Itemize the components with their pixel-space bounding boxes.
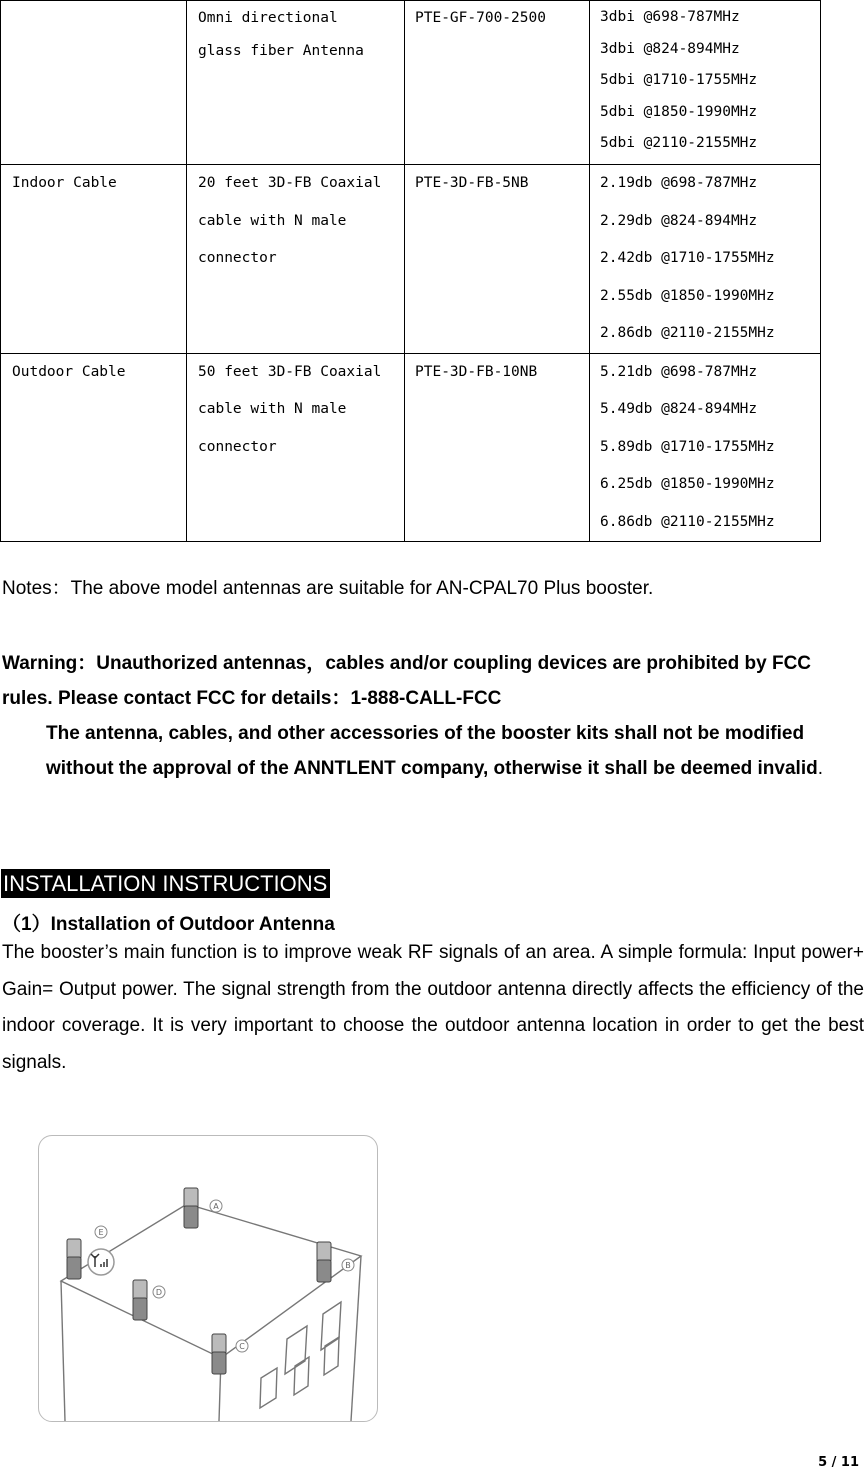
notes-text: Notes：The above model antennas are suitable for AN-CPAL70 Plus booster. [2,578,654,599]
phone-icon [133,1280,147,1320]
warning-accessories-text [2,716,862,786]
warning-accessories-sentence: The antenna, cables, and other accessories of the booster kits shall not be modified without the approval of the ANNTLENT company, otherwise it shall be deemed invalid [46,723,818,779]
spec-line: 2.29db @824-894MHz [600,212,758,229]
table-row [1,353,821,542]
spec-line: 5.89db @1710-1755MHz [600,438,775,455]
model-text: PTE-3D-FB-5NB [415,175,529,191]
spec-line: 5dbi @1710-1755MHz [600,72,758,88]
antenna-placement-figure [38,1135,378,1422]
spec-line: 5.21db @698-787MHz [600,363,758,380]
label-a-marker [210,1200,222,1212]
label-b-marker [342,1259,354,1271]
model-cell [405,165,590,354]
description-cell [187,165,405,354]
description-line: cable with N male [198,212,347,229]
model-cell [405,353,590,542]
description-line: 50 feet 3D-FB Coaxial [198,363,382,380]
spec-line: 5.49db @824-894MHz [600,401,758,417]
installation-heading: INSTALLATION INSTRUCTIONS [1,869,330,898]
description-line: connector [198,250,277,266]
label-a: A [213,1202,219,1211]
spec-line: 5dbi @2110-2155MHz [600,135,758,151]
spec-line: 2.55db @1850-1990MHz [600,287,775,304]
spec-line: 2.86db @2110-2155MHz [600,325,775,341]
type-text: Indoor Cable [12,175,117,191]
outdoor-antenna-heading: （1）Installation of Outdoor Antenna [2,914,335,935]
spec-line: 6.86db @2110-2155MHz [600,513,775,530]
model-cell [405,1,590,165]
roof-outline [61,1204,361,1358]
type-cell [1,353,187,542]
window [285,1326,307,1374]
description-line: glass fiber Antenna [198,43,364,59]
description-line: 20 feet 3D-FB Coaxial [198,175,382,191]
model-text: PTE-3D-FB-10NB [415,363,538,380]
description-line: cable with N male [198,401,347,417]
signal-antenna-icon [88,1249,114,1275]
label-c-marker [236,1340,248,1352]
page-number: 5 / 11 [818,1455,859,1470]
label-d-marker [153,1286,165,1298]
antenna-spec-table [0,0,821,542]
label-e-marker [95,1226,107,1238]
description-line: Omni directional [198,10,338,26]
spec-line: 3dbi @824-894MHz [600,40,740,57]
warning-period: . [817,758,823,779]
phone-icon [67,1239,81,1279]
type-text: Outdoor Cable [12,363,126,380]
table-row [1,1,821,165]
warning-block [2,646,862,786]
specs-cell [590,353,821,542]
specs-cell [590,1,821,165]
phone-icon [317,1242,331,1282]
table-row [1,165,821,354]
label-e: E [98,1228,104,1237]
description-line: connector [198,438,277,455]
spec-line: 2.19db @698-787MHz [600,175,758,191]
label-c: C [239,1342,245,1351]
phone-icon [184,1188,198,1228]
spec-line: 2.42db @1710-1755MHz [600,250,775,266]
booster-description-paragraph: The booster’s main function is to improve weak RF signals of an area. A simple formula: Input power+ Gain= Output power. The signal strength from the outdoor antenna directly affects the efficiency of the indoor coverage. It is very important to choose the outdoor antenna location in order to get the best signals. [2,942,864,1073]
label-b: B [345,1261,351,1270]
model-text: PTE-GF-700-2500 [415,10,546,26]
specs-cell [590,165,821,354]
window [260,1368,277,1408]
warning-text: Warning：Unauthorized antennas，cables and/or coupling devices are prohibited by FCC rules. Please contact FCC for details：1-888-CALL-FCC [2,653,812,709]
type-cell [1,165,187,354]
description-cell [187,1,405,165]
spec-line: 3dbi @698-787MHz [600,9,740,25]
spec-line: 6.25db @1850-1990MHz [600,476,775,492]
description-cell [187,353,405,542]
building-illustration [39,1136,377,1421]
type-cell [1,1,187,165]
label-d: D [155,1288,163,1297]
phone-icon [212,1334,226,1374]
wall-edge [351,1256,361,1421]
wall-edge [61,1281,65,1421]
spec-line: 5dbi @1850-1990MHz [600,103,758,120]
